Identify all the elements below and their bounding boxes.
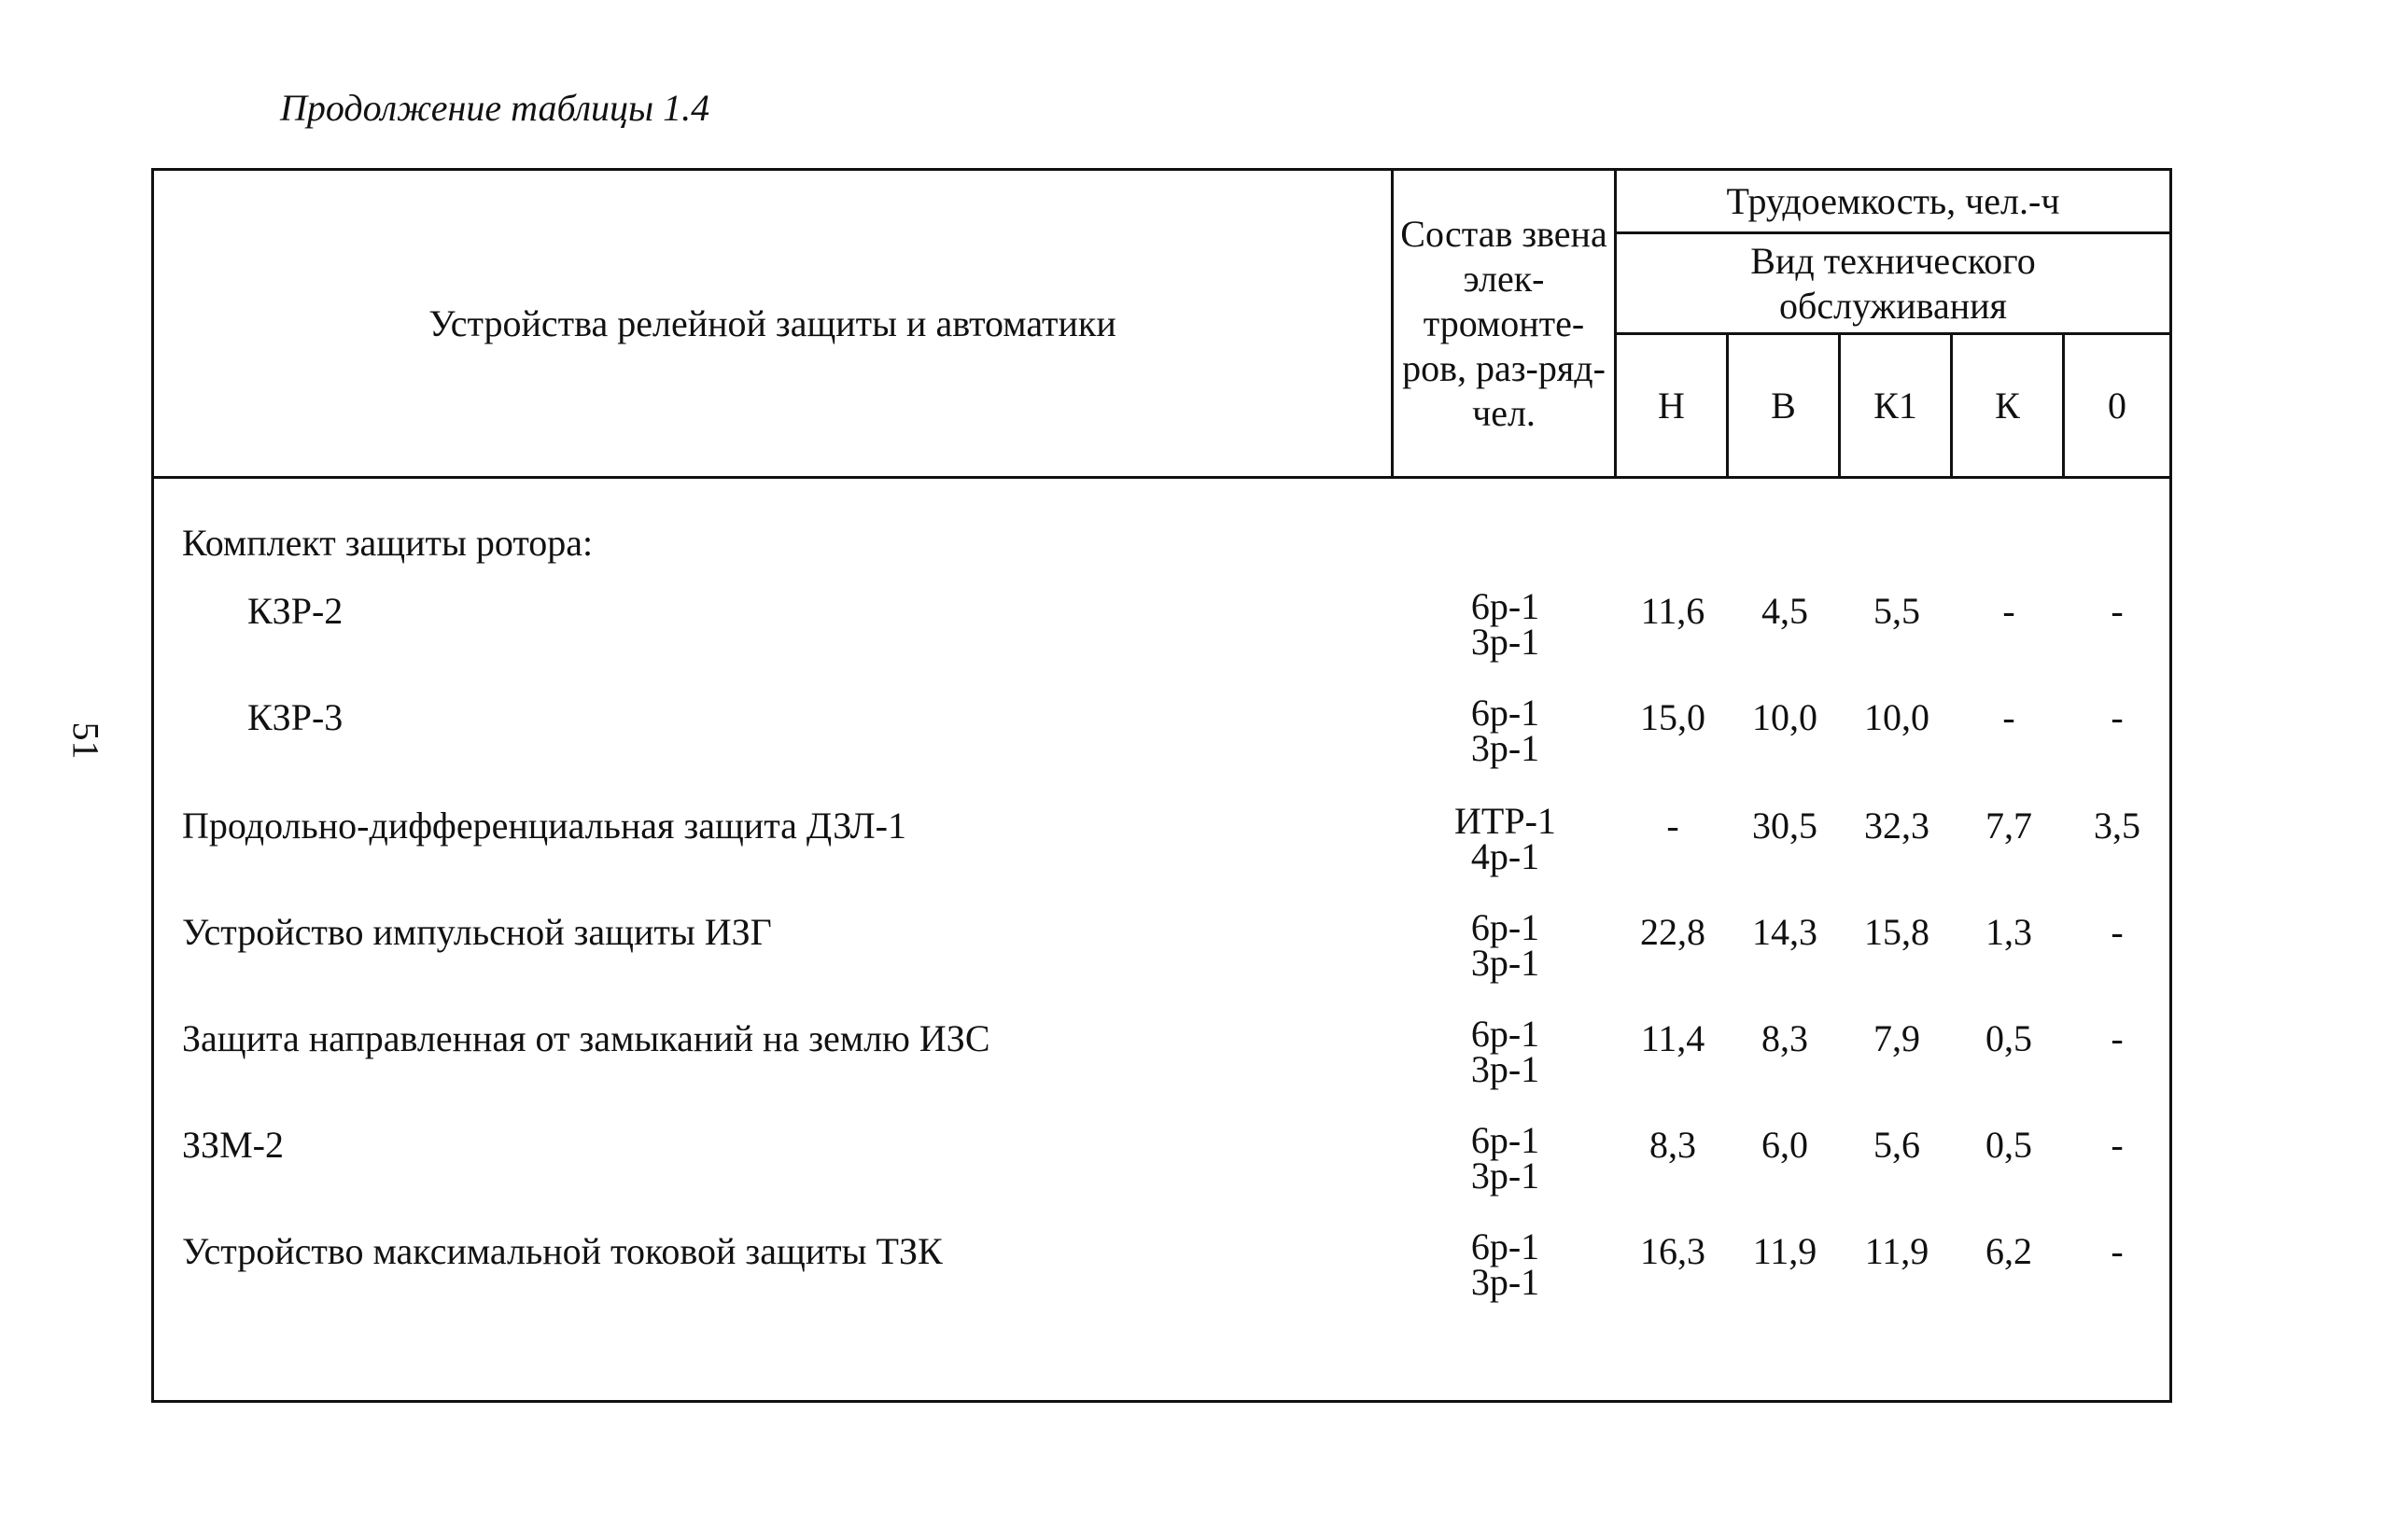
row-device-name: Устройство максимальной токовой защиты ТЗК [182,1230,943,1272]
row-crew [1394,800,1617,877]
row-value-n: 16,3 [1640,1230,1705,1272]
group-title: Комплект защиты ротора: [182,522,594,564]
row-device-name: Продольно-дифференциальная защита ДЗЛ-1 [182,805,906,847]
row-value-0: - [2111,911,2124,953]
row-value-v: 8,3 [1761,1017,1808,1059]
row-value-k1: 5,5 [1873,590,1920,632]
header-labor: Трудоемкость, чел.-ч [1617,171,2169,234]
table-header [154,171,2169,479]
row-crew-line-1: 6р-1 [1470,1013,1540,1055]
row-device-name: КЗР-3 [247,696,344,738]
row-value-0: - [2111,1124,2124,1166]
row-value-v: 4,5 [1761,590,1808,632]
row-value-k: 0,5 [1985,1017,2032,1059]
row-value-k1: 5,6 [1873,1124,1920,1166]
row-value-n: 11,4 [1640,1017,1705,1059]
row-value-0: - [2111,1230,2124,1272]
header-service-kind: Вид технического обслуживания [1617,234,2169,335]
row-crew-line-2: 4р-1 [1470,835,1540,877]
header-col-n: Н [1617,335,1729,476]
row-device-name: КЗР-2 [247,590,344,632]
row-value-n: 22,8 [1640,911,1705,953]
row-value-k: 7,7 [1985,805,2032,847]
row-value-k1: 10,0 [1864,696,1929,738]
header-col-k1: К1 [1841,335,1953,476]
header-crew-column: Состав звена элек-тромонте-ров, раз-ряд-чел. [1394,171,1617,476]
row-value-0: - [2111,696,2124,738]
row-device-name: ЗЗМ-2 [182,1124,284,1166]
row-crew [1394,1225,1617,1303]
row-value-v: 14,3 [1752,911,1817,953]
row-value-k: 1,3 [1985,911,2032,953]
row-value-k: - [2002,590,2015,632]
header-col-0: 0 [2108,385,2126,427]
row-crew-line-2: 3р-1 [1470,727,1540,769]
header-col-k: К [1953,335,2065,476]
header-col-v: В [1729,335,1841,476]
row-crew-line-1: 6р-1 [1470,1119,1540,1161]
row-crew-line-2: 3р-1 [1470,1155,1540,1197]
row-value-k: 6,2 [1985,1230,2032,1272]
row-crew-line-1: 6р-1 [1470,906,1540,948]
row-value-k1: 32,3 [1864,805,1929,847]
row-value-n: 11,6 [1640,590,1705,632]
row-crew-line-1: 6р-1 [1470,692,1540,734]
row-crew [1394,585,1617,663]
row-value-k: - [2002,696,2015,738]
row-crew-line-2: 3р-1 [1470,1048,1540,1090]
row-value-k: 0,5 [1985,1124,2032,1166]
row-value-0: - [2111,1017,2124,1059]
row-value-v: 30,5 [1752,805,1817,847]
row-value-v: 10,0 [1752,696,1817,738]
row-value-k1: 11,9 [1864,1230,1929,1272]
row-value-n: 8,3 [1649,1124,1696,1166]
row-crew-line-1: 6р-1 [1470,585,1540,627]
row-crew [1394,1119,1617,1197]
row-value-k1: 15,8 [1864,911,1929,953]
data-table [151,168,2172,1403]
table-caption: Продолжение таблицы 1.4 [280,87,710,129]
row-crew [1394,1013,1617,1090]
row-crew [1394,906,1617,984]
row-value-n: - [1666,805,1679,847]
row-crew-line-1: ИТР-1 [1454,800,1556,842]
header-device-column: Устройства релейной защиты и автоматики [154,171,1394,476]
row-value-0: 3,5 [2094,805,2140,847]
row-crew-line-2: 3р-1 [1470,621,1540,663]
row-value-v: 11,9 [1752,1230,1817,1272]
row-crew [1394,692,1617,769]
row-value-v: 6,0 [1761,1124,1808,1166]
row-crew-line-2: 3р-1 [1470,1261,1540,1303]
row-crew-line-2: 3р-1 [1470,942,1540,984]
row-crew-line-1: 6р-1 [1470,1225,1540,1267]
row-value-k1: 7,9 [1873,1017,1920,1059]
page-number: 51 [64,721,107,760]
row-device-name: Защита направленная от замыканий на землю ИЗС [182,1017,990,1059]
row-value-n: 15,0 [1640,696,1705,738]
row-device-name: Устройство импульсной защиты ИЗГ [182,911,772,953]
row-value-0: - [2111,590,2124,632]
